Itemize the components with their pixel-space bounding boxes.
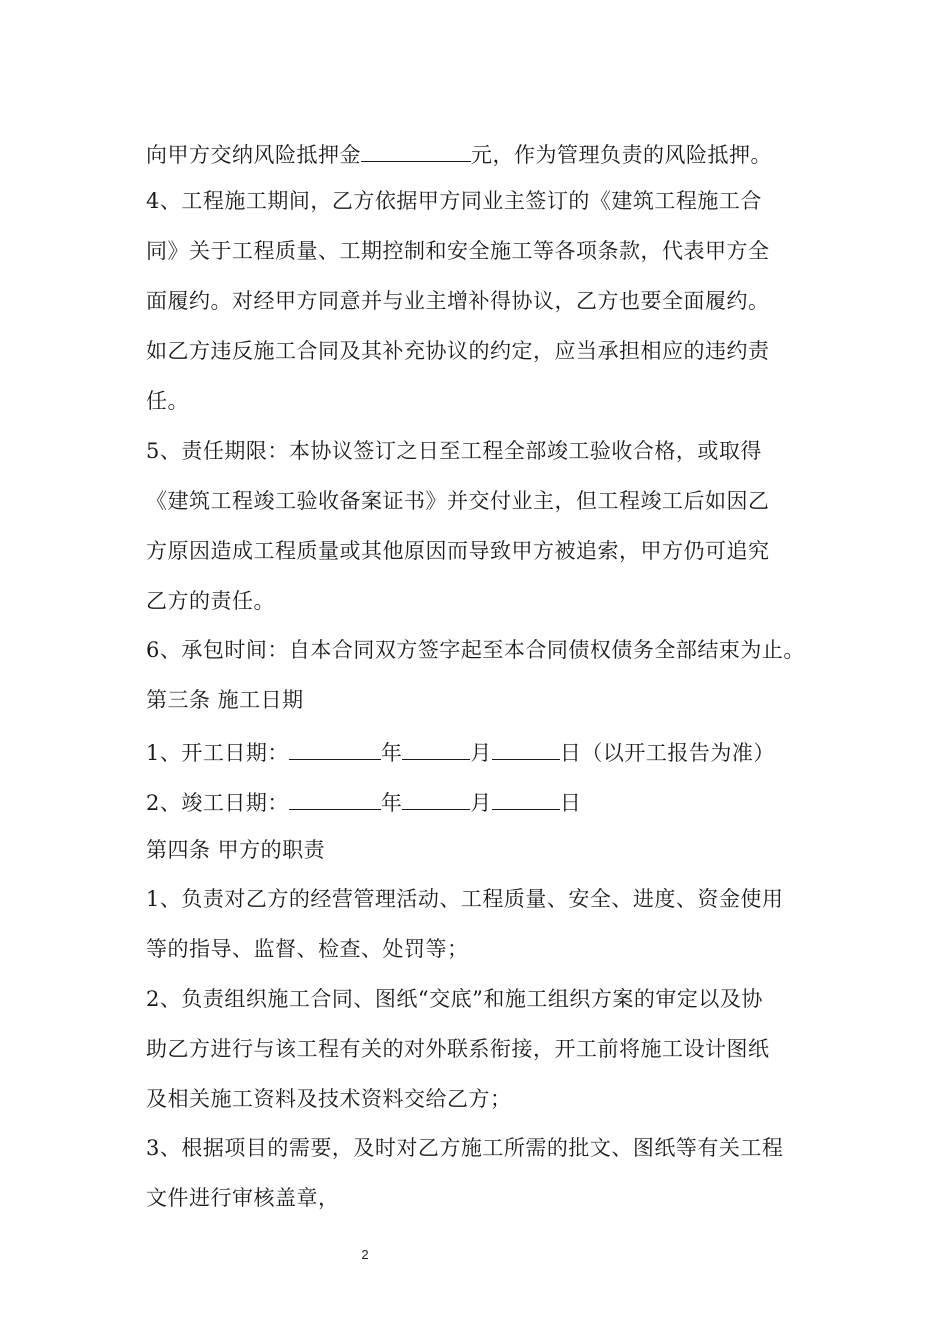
deposit-line-text-end: 元，作为管理负责的风险抵押。 bbox=[471, 143, 772, 167]
clause-4-line-4: 如乙方违反施工合同及其补充协议的约定，应当承担相应的违约责 bbox=[146, 339, 770, 363]
clause-4-line-5: 任。 bbox=[146, 389, 189, 413]
deposit-amount-blank bbox=[361, 137, 471, 162]
completion-date-line bbox=[146, 785, 581, 818]
start-month-unit: 月 bbox=[470, 741, 492, 765]
start-date-note: （以开工报告为准） bbox=[581, 741, 775, 765]
clause-5-line-1: 5、责任期限：本协议签订之日至工程全部竣工验收合格，或取得 bbox=[146, 439, 762, 463]
completion-day-unit: 日 bbox=[559, 791, 582, 815]
start-date-line bbox=[146, 735, 775, 768]
completion-month-unit: 月 bbox=[470, 791, 492, 815]
duty-3-line-2: 文件进行审核盖章， bbox=[146, 1186, 340, 1210]
clause-4-line-1: 4、工程施工期间，乙方依据甲方同业主签订的《建筑工程施工合 bbox=[146, 189, 762, 213]
clause-5-line-4: 乙方的责任。 bbox=[146, 589, 275, 613]
start-year-unit: 年 bbox=[380, 741, 403, 765]
completion-year-unit: 年 bbox=[380, 791, 403, 815]
completion-month-blank bbox=[402, 785, 470, 810]
start-month-blank bbox=[402, 735, 470, 760]
deposit-line bbox=[146, 137, 772, 170]
article-4-heading: 第四条 甲方的职责 bbox=[146, 838, 326, 862]
page-number: 2 bbox=[361, 1247, 369, 1262]
article-3-heading: 第三条 施工日期 bbox=[146, 688, 304, 712]
duty-1-line-2: 等的指导、监督、检查、处罚等； bbox=[146, 937, 469, 961]
start-day-blank bbox=[492, 735, 560, 760]
clause-4-line-2: 同》关于工程质量、工期控制和安全施工等各项条款，代表甲方全 bbox=[146, 239, 770, 263]
clause-4-line-3: 面履约。对经甲方同意并与业主增补得协议，乙方也要全面履约。 bbox=[146, 289, 770, 313]
clause-5-line-3: 方原因造成工程质量或其他原因而导致甲方被追索，甲方仍可追究 bbox=[146, 539, 770, 563]
start-date-label: 1、开工日期： bbox=[146, 741, 289, 765]
deposit-line-text-start: 向甲方交纳风险抵押金 bbox=[146, 143, 361, 167]
completion-year-blank bbox=[289, 785, 381, 810]
duty-3-line-1: 3、根据项目的需要，及时对乙方施工所需的批文、图纸等有关工程 bbox=[146, 1136, 784, 1160]
completion-day-blank bbox=[492, 785, 560, 810]
completion-date-label: 2、竣工日期： bbox=[146, 791, 289, 815]
clause-6-line: 6、承包时间：自本合同双方签字起至本合同债权债务全部结束为止。 bbox=[146, 638, 805, 662]
duty-2-line-1: 2、负责组织施工合同、图纸“交底”和施工组织方案的审定以及协 bbox=[146, 987, 763, 1011]
start-day-unit: 日 bbox=[559, 741, 582, 765]
duty-2-line-2: 助乙方进行与该工程有关的对外联系衔接，开工前将施工设计图纸 bbox=[146, 1037, 770, 1061]
duty-1-line-1: 1、负责对乙方的经营管理活动、工程质量、安全、进度、资金使用 bbox=[146, 887, 784, 911]
start-year-blank bbox=[289, 735, 381, 760]
clause-5-line-2: 《建筑工程竣工验收备案证书》并交付业主，但工程竣工后如因乙 bbox=[146, 489, 770, 513]
duty-2-line-3: 及相关施工资料及技术资料交给乙方； bbox=[146, 1087, 512, 1111]
